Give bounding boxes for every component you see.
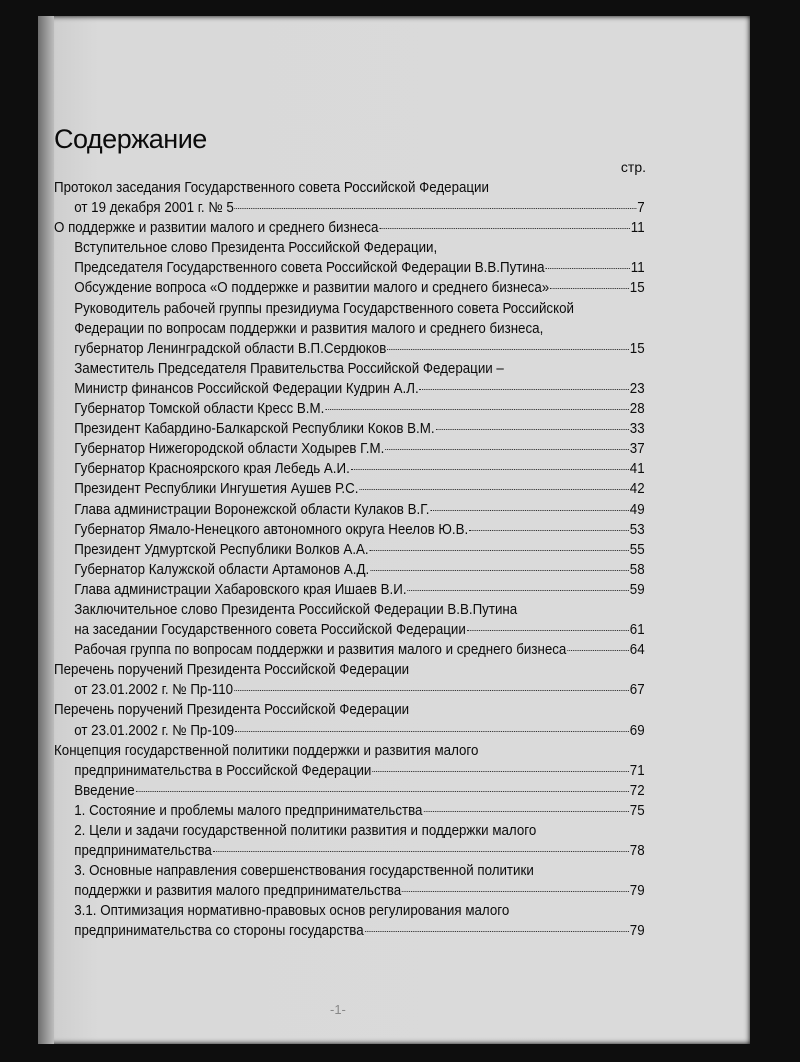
toc-entry-row [54, 218, 645, 238]
toc-entry[interactable] [54, 500, 645, 520]
toc-entry-title: поддержки и развития малого предпринимательства [74, 883, 402, 900]
toc-entry-title: от 23.01.2002 г. № Пр-110 [74, 682, 234, 699]
dot-leader [402, 891, 629, 892]
toc-page-number: 49 [629, 501, 645, 518]
toc-entry-title: предпринимательства со стороны государства [74, 923, 364, 940]
dot-leader [365, 931, 629, 932]
dot-leader [351, 469, 629, 470]
toc-page-number: 61 [629, 622, 645, 639]
dot-leader [423, 811, 628, 812]
toc-entry[interactable] [54, 520, 645, 540]
toc-entry[interactable] [54, 741, 645, 781]
toc-entry[interactable] [54, 299, 645, 359]
dot-leader [359, 489, 628, 490]
toc-page-number: 28 [629, 401, 645, 418]
toc-entry[interactable] [54, 278, 645, 298]
toc-page-number: 23 [629, 380, 645, 397]
toc-page-number: 58 [629, 561, 645, 578]
toc-page-number: 79 [629, 883, 645, 900]
toc-entry-title: Президент Республики Ингушетия Аушев Р.С. [74, 481, 359, 498]
dot-leader [370, 570, 629, 571]
dot-leader [136, 791, 629, 792]
toc-page-number: 72 [629, 782, 645, 799]
dot-leader [387, 349, 629, 350]
toc-entry[interactable] [54, 419, 645, 439]
toc-page-number: 59 [629, 581, 645, 598]
dot-leader [234, 690, 629, 691]
dot-leader [567, 650, 629, 651]
dot-leader [235, 208, 637, 209]
toc-entry[interactable] [54, 781, 645, 801]
toc-page-number: 7 [637, 200, 645, 217]
toc-entry-title: 1. Состояние и проблемы малого предпринимательства [74, 802, 423, 819]
toc-page-number: 53 [629, 521, 645, 538]
toc-page-number: 55 [629, 541, 645, 558]
toc-entry-row [54, 841, 645, 861]
toc-entry-row [54, 560, 645, 580]
toc-entry-title: предпринимательства в Российской Федерации [74, 762, 372, 779]
toc-entry-title: Председателя Государственного совета Российской Федерации В.В.Путина [74, 260, 545, 277]
toc-entry-line: 3.1. Оптимизация нормативно-правовых основ регулирования малого [74, 903, 510, 920]
page-column-label: стр. [620, 159, 646, 175]
toc-list [54, 178, 646, 942]
toc-entry-line: Заместитель Председателя Правительства Российской Федерации – [74, 360, 504, 377]
toc-page-number: 37 [629, 441, 645, 458]
toc-entry[interactable] [54, 640, 645, 660]
toc-entry-title: Глава администрации Воронежской области Кулаков В.Г. [74, 501, 430, 518]
toc-entry-row [54, 198, 645, 218]
dot-leader [407, 590, 628, 591]
toc-entry-row [54, 339, 645, 359]
toc-entry-row [54, 580, 645, 600]
toc-entry-row [54, 258, 645, 278]
dot-leader [430, 510, 628, 511]
toc-page-number: 11 [630, 220, 645, 237]
toc-entry-line: Концепция государственной политики поддержки и развития малого [54, 742, 479, 759]
toc-entry-row [54, 680, 645, 700]
toc-entry-row [54, 540, 645, 560]
toc-entry-row [54, 801, 645, 821]
toc-entry-title: Губернатор Нижегородской области Ходырев Г.М. [74, 441, 385, 458]
toc-page-number: 33 [629, 421, 645, 438]
dot-leader [325, 409, 629, 410]
toc-entry[interactable] [54, 801, 645, 821]
toc-entry-title: Губернатор Калужской области Артамонов А.Д. [74, 561, 370, 578]
toc-entry[interactable] [54, 700, 645, 740]
toc-entry-row [54, 761, 645, 781]
page-title: Содержание [54, 124, 207, 154]
toc-entry-title: губернатор Ленинградской области В.П.Сердюков [74, 340, 387, 357]
dot-leader [469, 530, 629, 531]
toc-page-number: 75 [629, 802, 645, 819]
toc-entry-row [54, 399, 645, 419]
table-of-contents [54, 122, 646, 942]
toc-page-number: 42 [629, 481, 645, 498]
toc-entry-row [54, 379, 645, 399]
toc-entry[interactable] [54, 439, 645, 459]
toc-entry-title: Губернатор Томской области Кресс В.М. [74, 401, 325, 418]
toc-entry-title: предпринимательства [74, 843, 212, 860]
toc-entry-line: 3. Основные направления совершенствования государственной политики [74, 863, 534, 880]
dot-leader [420, 389, 629, 390]
toc-entry-line: Перечень поручений Президента Российской Федерации [54, 662, 410, 679]
toc-entry[interactable] [54, 821, 645, 861]
dot-leader [213, 851, 629, 852]
toc-page-number: 11 [630, 260, 645, 277]
toc-page-number: 79 [629, 923, 645, 940]
toc-page-number: 78 [629, 843, 645, 860]
toc-entry-row [54, 520, 645, 540]
dot-leader [379, 228, 629, 229]
toc-entry[interactable] [54, 861, 645, 901]
toc-page-number: 71 [629, 762, 645, 779]
toc-entry-row [54, 459, 645, 479]
toc-entry-row [54, 881, 645, 901]
toc-entry[interactable] [54, 660, 645, 700]
toc-entry-title: Глава администрации Хабаровского края Ишаев В.И. [74, 581, 407, 598]
toc-entry-title: Рабочая группа по вопросам поддержки и развития малого и среднего бизнеса [74, 642, 567, 659]
page-binding-shadow [38, 16, 54, 1044]
toc-entry-line: Протокол заседания Государственного совета Российской Федерации [54, 180, 489, 196]
toc-page-number: 15 [629, 340, 645, 357]
toc-entry-row [54, 479, 645, 499]
toc-entry-row [54, 781, 645, 801]
toc-entry-title: Президент Кабардино-Балкарской Республики Коков В.М. [74, 421, 435, 438]
toc-entry-title: от 19 декабря 2001 г. № 5 [74, 200, 234, 217]
toc-entry-title: на заседании Государственного совета Российской Федерации [74, 622, 466, 639]
toc-entry[interactable] [54, 560, 645, 580]
toc-entry-title: Губернатор Ямало-Ненецкого автономного округа Неелов Ю.В. [74, 521, 469, 538]
toc-page-number: 64 [629, 642, 645, 659]
toc-entry[interactable] [54, 359, 645, 399]
page-number-footer: -1- [330, 1002, 346, 1017]
toc-page-number: 67 [629, 682, 645, 699]
toc-entry-title: Министр финансов Российской Федерации Кудрин А.Л. [74, 380, 419, 397]
toc-entry[interactable] [54, 600, 645, 640]
toc-entry-row [54, 439, 645, 459]
dot-leader [385, 449, 629, 450]
toc-entry-line: Перечень поручений Президента Российской Федерации [54, 702, 410, 719]
toc-entry-row [54, 500, 645, 520]
dot-leader [370, 550, 629, 551]
toc-page-number: 41 [629, 461, 645, 478]
toc-page-number: 15 [629, 280, 645, 297]
toc-entry-row [54, 278, 645, 298]
toc-entry-row [54, 620, 645, 640]
dot-leader [550, 288, 629, 289]
toc-entry-row [54, 640, 645, 660]
dot-leader [372, 771, 629, 772]
toc-entry-line: Заключительное слово Президента Российской Федерации В.В.Путина [74, 601, 518, 618]
toc-page-number: 69 [629, 722, 645, 739]
toc-entry[interactable] [54, 218, 645, 238]
toc-entry[interactable] [54, 540, 645, 560]
toc-entry-row [54, 721, 645, 741]
toc-entry[interactable] [54, 178, 645, 218]
toc-entry[interactable] [54, 459, 645, 479]
dot-leader [467, 630, 629, 631]
toc-entry-line: 2. Цели и задачи государственной политики развития и поддержки малого [74, 823, 537, 839]
toc-entry[interactable] [54, 580, 645, 600]
toc-entry-line: Федерации по вопросам поддержки и развития малого и среднего бизнеса, [74, 320, 544, 337]
toc-entry-line: Вступительное слово Президента Российской Федерации, [74, 240, 438, 257]
dot-leader [235, 731, 629, 732]
toc-entry-title: О поддержке и развитии малого и среднего бизнеса [54, 220, 379, 237]
toc-entry[interactable] [54, 399, 645, 419]
toc-entry-title: Обсуждение вопроса «О поддержке и развитии малого и среднего бизнеса» [74, 280, 550, 297]
toc-entry-title: от 23.01.2002 г. № Пр-109 [74, 722, 235, 739]
toc-entry[interactable] [54, 901, 645, 941]
dot-leader [435, 429, 628, 430]
toc-entry-line: Руководитель рабочей группы президиума Государственного совета Российской [74, 300, 574, 317]
toc-entry[interactable] [54, 238, 645, 278]
dot-leader [546, 268, 630, 269]
toc-entry-row [54, 921, 645, 941]
toc-entry-row [54, 419, 645, 439]
toc-entry-title: Президент Удмуртской Республики Волков А.А. [74, 541, 369, 558]
toc-entry-title: Губернатор Красноярского края Лебедь А.И. [74, 461, 350, 478]
toc-entry[interactable] [54, 479, 645, 499]
toc-entry-title: Введение [74, 782, 135, 799]
